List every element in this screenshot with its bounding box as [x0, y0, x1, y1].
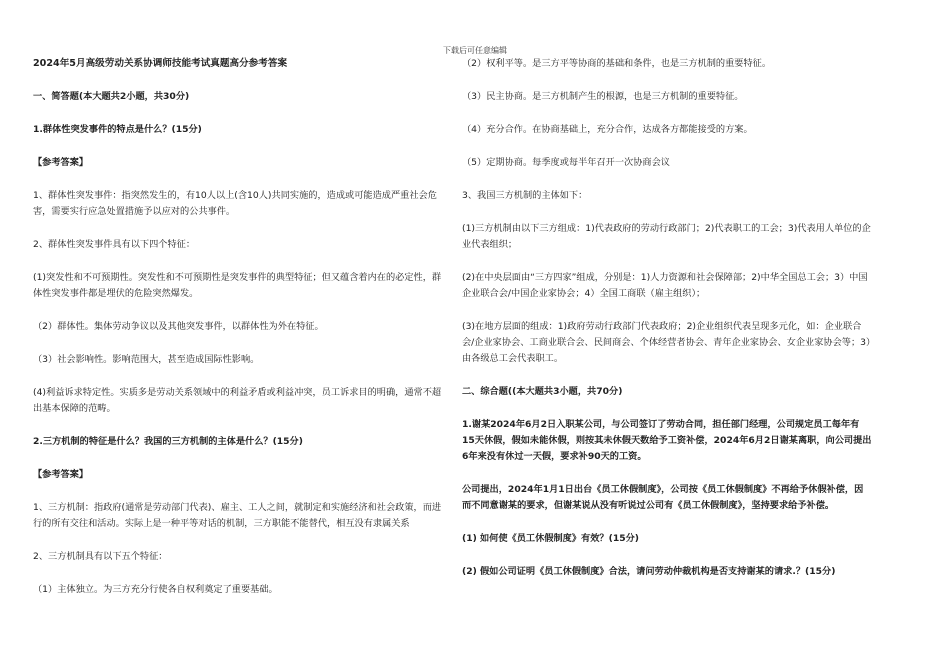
- case-paragraph: 公司提出，2024年1月1日出台《员工休假制度》，公司按《员工休假制度》不再给予休假补偿，因而不同意谢某的要求，但谢某说从没有听说过公司有《员工休假制度》，坚持要求给予补偿。: [462, 484, 864, 511]
- paragraph: （5）定期协商。每季度或每半年召开一次协商会议: [462, 157, 670, 168]
- section-heading: 二、综合题((本大题共3小题，共70分): [462, 386, 623, 397]
- case-paragraph: 1.谢某2024年6月2日入职某公司，与公司签订了劳动合同，担任部门经理，公司规定员工每年有15天休假，假如未能休假，则按其未休假天数给予工资补偿，2024年6月2日谢某离职，向公司提出6年来没有休过一天假，要求补90天的工资。: [462, 419, 872, 462]
- paragraph: （3）民主协商。是三方机制产生的根源，也是三方机制的重要特征。: [462, 91, 744, 102]
- page-header: 下载后可任意编辑: [443, 46, 507, 55]
- paragraph: (3)在地方层面的组成：1)政府劳动行政部门代表政府；2)企业组织代表呈现多元化，如：企业联合会/企业家协会、工商业联合会、民间商会、个体经营者协会、青年企业家协会、女企业家协会等；3）由各级总工会代表职工。: [462, 321, 871, 364]
- paragraph: （4）充分合作。在协商基础上，充分合作，达成各方都能接受的方案。: [462, 124, 753, 135]
- paragraph: （2）权利平等。是三方平等协商的基础和条件，也是三方机制的重要特征。: [462, 58, 772, 69]
- right-column: [462, 56, 872, 597]
- question-heading: (2) 假如公司证明《员工休假制度》合法，请问劳动仲裁机构是否支持谢某的请求.？(15分): [462, 566, 836, 577]
- paragraph: (2)在中央层面由“三方四家”组成，分别是：1)人力资源和社会保障部；2)中华全国总工会；3）中国企业联合会/中国企业家协会；4）全国工商联（雇主组织）；: [462, 272, 868, 299]
- question-heading: 1.群体性突发事件的特点是什么？(15分): [33, 124, 202, 135]
- paragraph: （2）群体性。集体劳动争议以及其他突发事件，以群体性为外在特征。: [33, 321, 324, 332]
- paragraph: (1)突发性和不可预期性。突发性和不可预期性是突发事件的典型特征；但又蕴含着内在的必定性，群体性突发事件都是埋伏的危险突然爆发。: [33, 272, 442, 299]
- paragraph: 2、三方机制具有以下五个特征：: [33, 551, 168, 562]
- question-heading: 2.三方机制的特征是什么？我国的三方机制的主体是什么？(15分): [33, 436, 303, 447]
- paragraph: (1)三方机制由以下三方组成：1)代表政府的劳动行政部门；2)代表职工的工会；3)代表用人单位的企业代表组织；: [462, 223, 871, 250]
- paragraph: (4)利益诉求特定性。实质多是劳动关系领域中的利益矛盾或利益冲突，员工诉求目的明确，通常不超出基本保障的范畴。: [33, 387, 442, 414]
- answer-label: 【参考答案】: [33, 469, 89, 480]
- question-heading: (1) 如何使《员工休假制度》有效？(15分): [462, 533, 639, 544]
- paragraph: 2、群体性突发事件具有以下四个特征：: [33, 239, 196, 250]
- paragraph: 1、三方机制：指政府(通常是劳动部门代表)、雇主、工人之间，就制定和实施经济和社会政策，而进行的所有交往和活动。实际上是一种平等对话的机制，三方职能不能替代，相互没有隶属关系: [33, 502, 442, 529]
- answer-label: 【参考答案】: [33, 157, 89, 168]
- section-heading: 一、简答题(本大题共2小题，共30分): [33, 91, 190, 102]
- paragraph: （1）主体独立。为三方充分行使各自权利奠定了重要基础。: [33, 584, 278, 595]
- document-title: 2024年5月高级劳动关系协调师技能考试真题高分参考答案: [33, 58, 288, 69]
- paragraph: （3）社会影响性。影响范围大，甚至造成国际性影响。: [33, 354, 260, 365]
- paragraph: 1、群体性突发事件：指突然发生的，有10人以上(含10人)共同实施的，造成或可能造成严重社会危害，需要实行应急处置措施予以应对的公共事件。: [33, 190, 437, 217]
- paragraph: 3、我国三方机制的主体如下：: [462, 190, 588, 201]
- left-column: [33, 56, 443, 615]
